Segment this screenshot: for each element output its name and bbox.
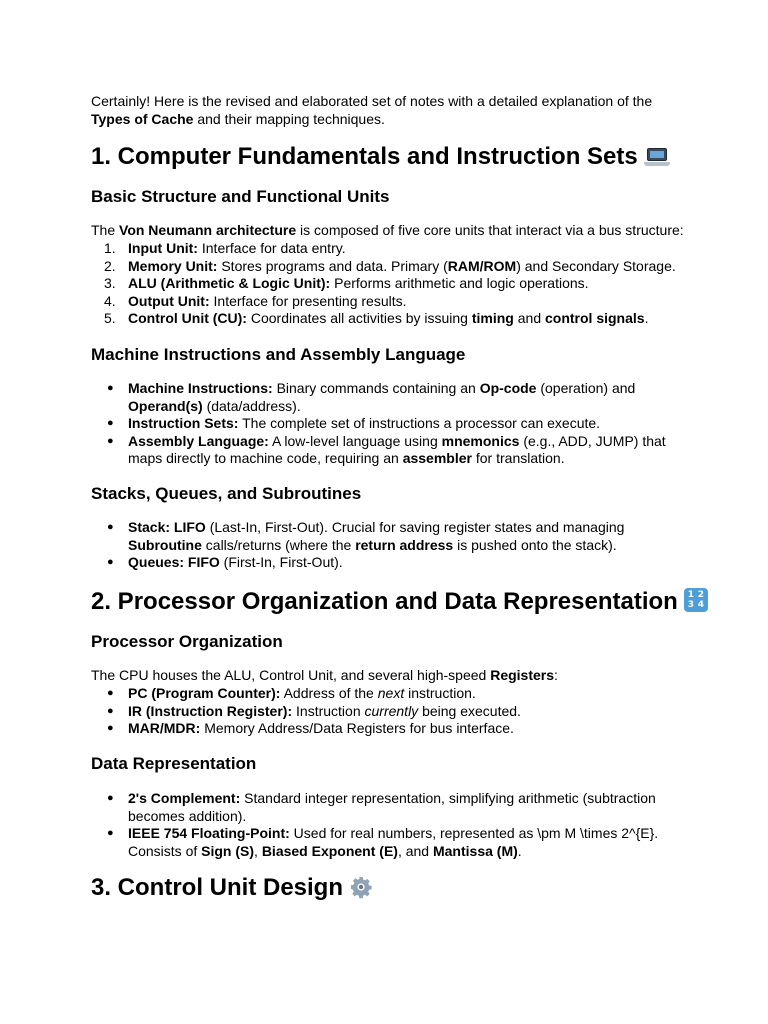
machine-instructions-list xyxy=(91,380,681,468)
list-item: ● Queues: FIFO (First-In, First-Out). xyxy=(107,554,343,570)
basic-structure-heading: Basic Structure and Functional Units xyxy=(91,187,390,206)
section-1-heading: 1. Computer Fundamentals and Instruction Sets xyxy=(91,143,670,171)
cpu-paragraph: The CPU houses the ALU, Control Unit, and several high-speed Registers: xyxy=(91,667,558,683)
list-item: ● Assembly Language: A low-level language using mnemonics (e.g., ADD, JUMP) that maps directly to machine code, requiring an assembler for translation. xyxy=(107,432,666,466)
input-numbers-icon: 1 2 3 4 xyxy=(684,588,708,612)
data-representation-list xyxy=(91,790,681,860)
registers-list xyxy=(91,685,681,738)
von-neumann-paragraph: The Von Neumann architecture is composed of five core units that interact via a bus structure: xyxy=(91,222,684,238)
stacks-queues-list xyxy=(91,519,681,572)
list-item: ● PC (Program Counter): Address of the next instruction. xyxy=(107,685,476,701)
processor-organization-heading: Processor Organization xyxy=(91,632,283,651)
section-2-heading: 2. Processor Organization and Data Representation 1 2 3 4 xyxy=(91,588,708,616)
stacks-queues-heading: Stacks, Queues, and Subroutines xyxy=(91,484,362,503)
list-item: 3. ALU (Arithmetic & Logic Unit): Performs arithmetic and logic operations. xyxy=(104,275,589,291)
machine-instructions-heading: Machine Instructions and Assembly Language xyxy=(91,345,466,364)
gear-icon xyxy=(349,875,373,899)
list-item: ● 2's Complement: Standard integer representation, simplifying arithmetic (subtraction becomes addition). xyxy=(107,790,656,824)
laptop-icon xyxy=(644,147,670,167)
list-item: ● MAR/MDR: Memory Address/Data Registers for bus interface. xyxy=(107,720,514,736)
list-item: ● Stack: LIFO (Last-In, First-Out). Crucial for saving register states and managing Subroutine calls/returns (where the return address is pushed onto the stack). xyxy=(107,519,625,553)
list-item: ● IR (Instruction Register): Instruction currently being executed. xyxy=(107,702,521,719)
list-item: 2. Memory Unit: Stores programs and data. Primary (RAM/ROM) and Secondary Storage. xyxy=(104,257,676,274)
list-item: ● Machine Instructions: Binary commands containing an Op-code (operation) and Operand(s) (data/address). xyxy=(107,380,636,414)
data-representation-heading: Data Representation xyxy=(91,754,257,773)
list-item: ● Instruction Sets: The complete set of instructions a processor can execute. xyxy=(107,415,601,431)
intro-paragraph: Certainly! Here is the revised and elaborated set of notes with a detailed explanation of the Types of Cache and their mapping techniques. xyxy=(91,93,653,127)
list-item: 5. Control Unit (CU): Coordinates all activities by issuing timing and control signals. xyxy=(104,310,649,326)
list-item: 1. Input Unit: Interface for data entry. xyxy=(104,240,346,256)
list-item: 4. Output Unit: Interface for presenting results. xyxy=(104,292,407,309)
functional-units-list xyxy=(91,240,681,328)
list-item: ● IEEE 754 Floating-Point: Used for real numbers, represented as \pm M \times 2^{E}. Consists of Sign (S), Biased Exponent (E), and Mantissa (M). xyxy=(107,825,659,859)
section-3-heading: 3. Control Unit Design xyxy=(91,874,373,902)
